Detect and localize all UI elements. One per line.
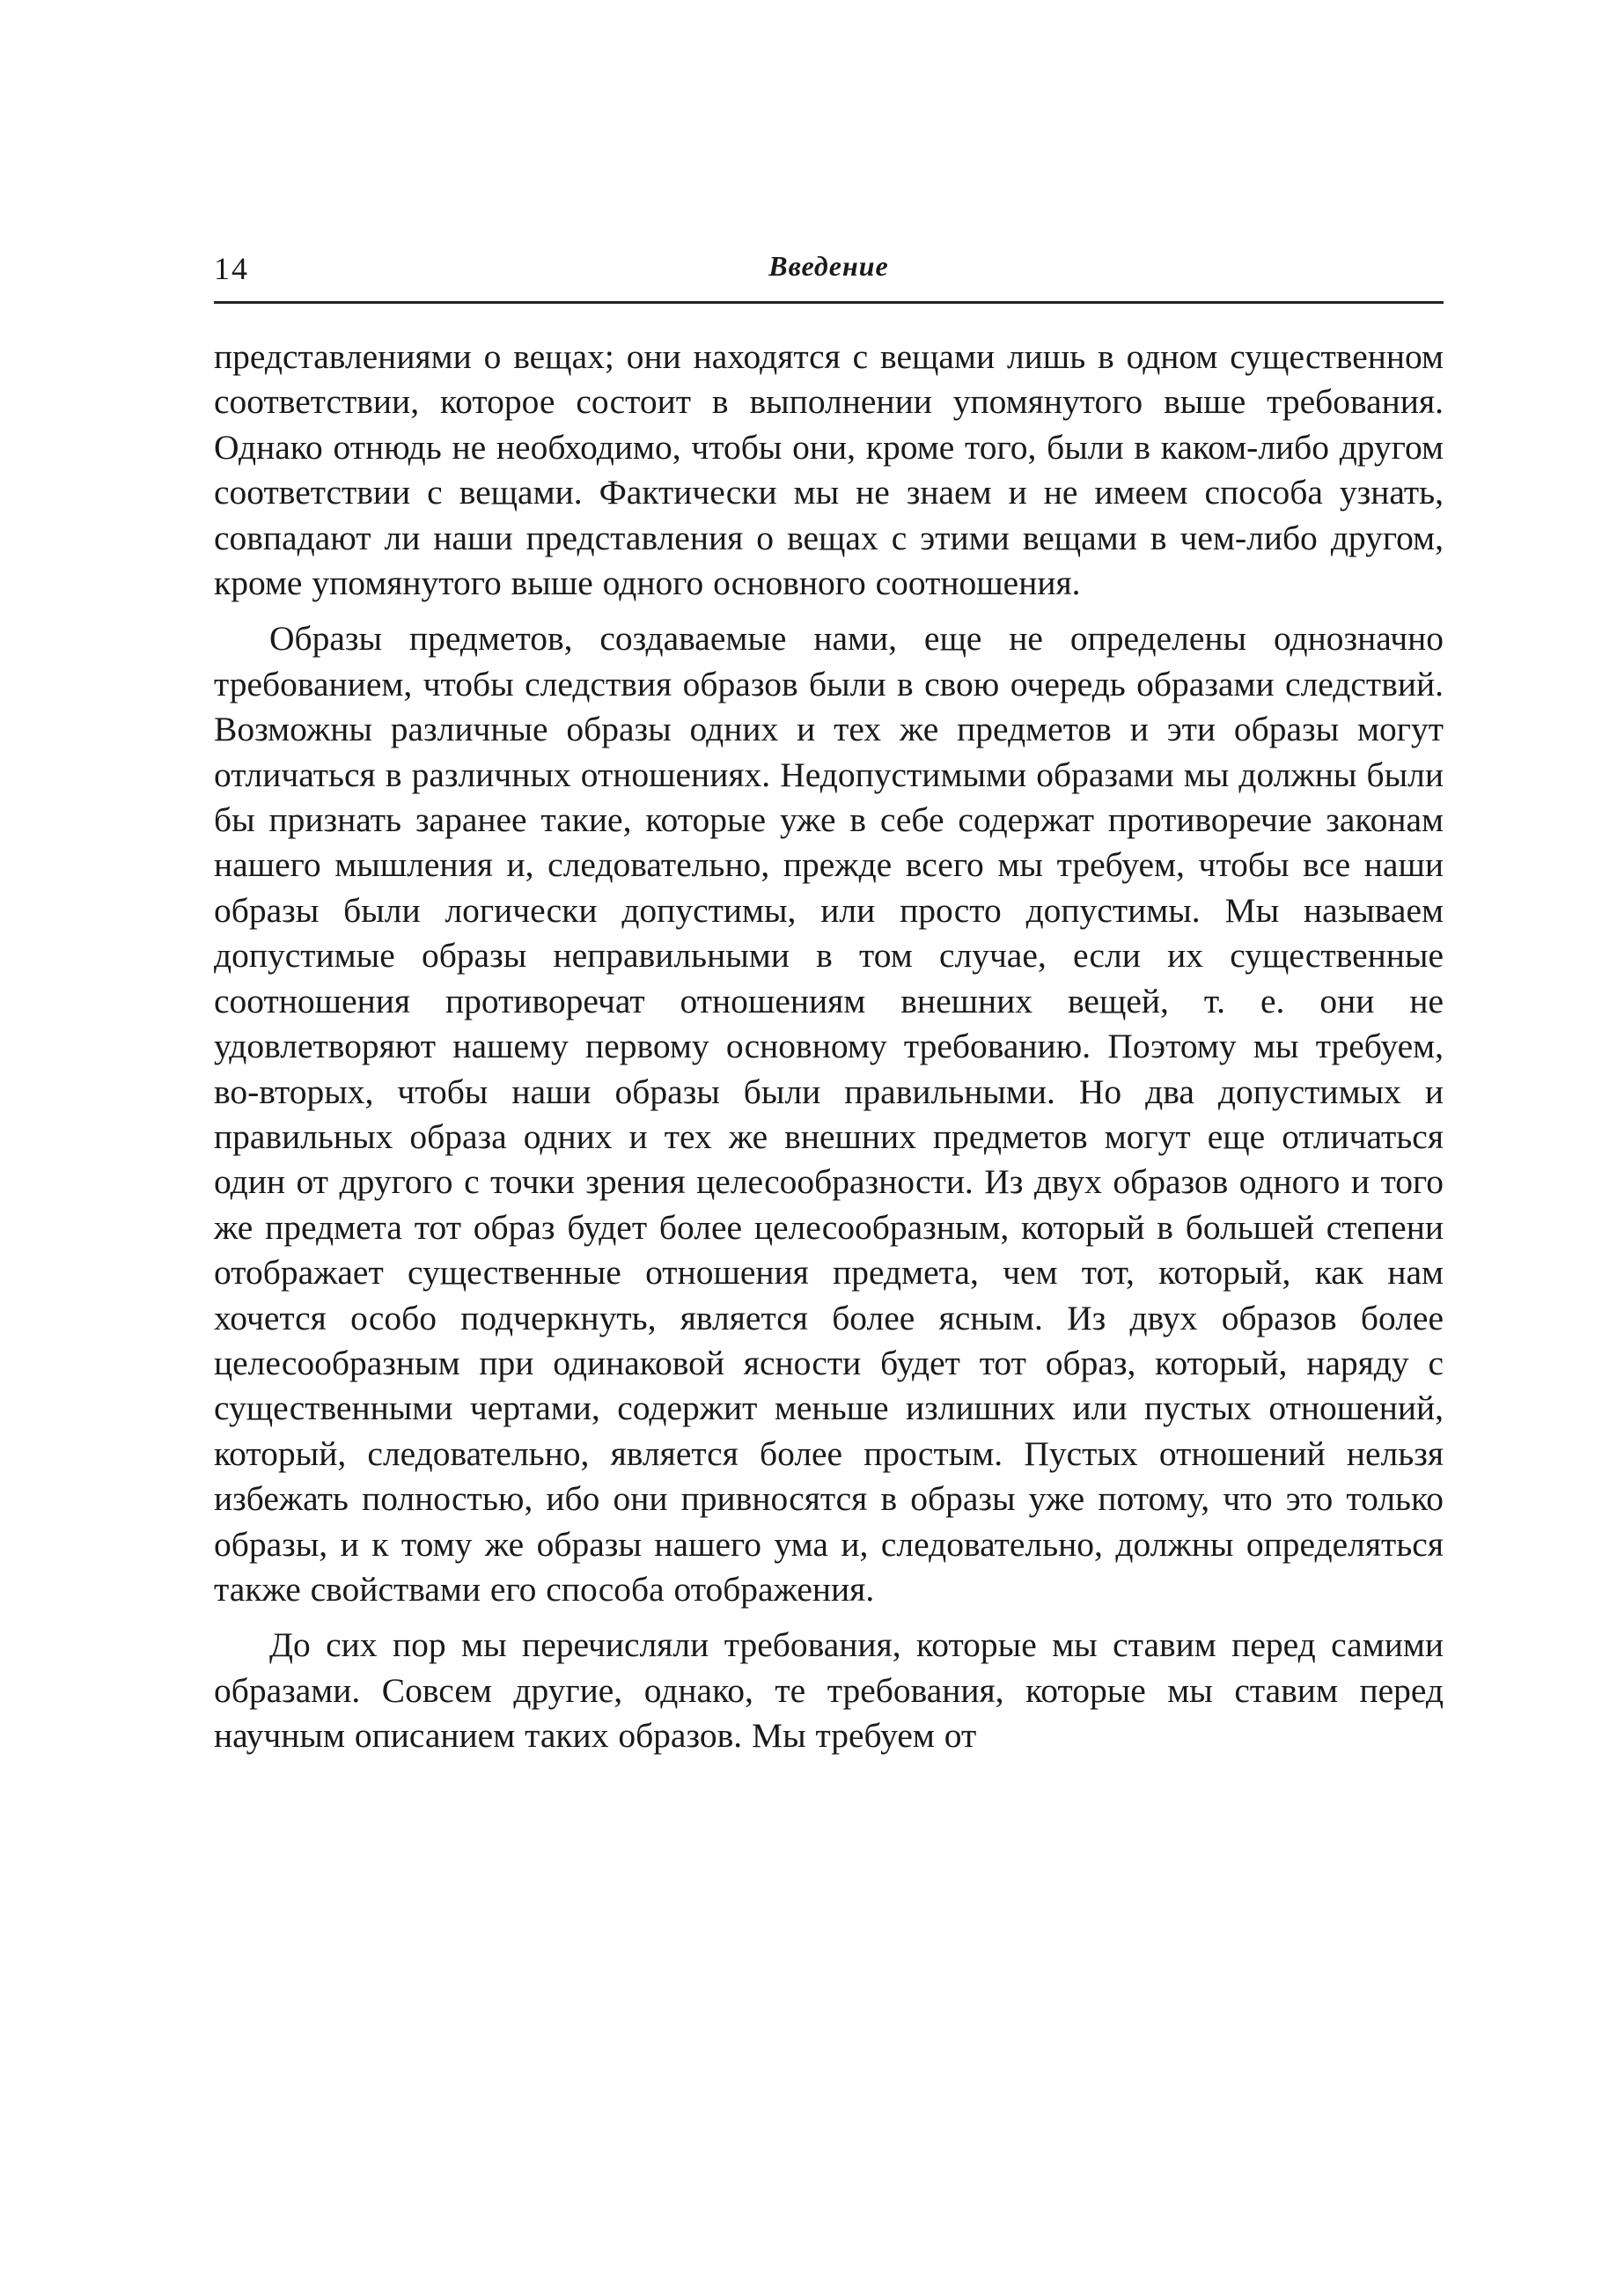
paragraph: До сих пор мы перечисляли требования, которые мы ставим перед самими образами. Совсем другие, однако, те требования, которые мы ставим перед научным описанием таких образов. Мы требуем от (214, 1625, 1444, 1756)
running-head (214, 245, 1444, 296)
page-number: 14 (214, 251, 249, 286)
paragraph-continued: представлениями о вещах; они находятся с вещами лишь в одном существенном соответствии, которое состоит в выполнении упомянутого выше требования. Однако отнюдь не необходимо, чтобы они, кроме того, были в каком-либо другом соответствии с вещами. Фактически мы не знаем и не имеем способа узнать, совпадают ли наши представления о вещах с этими вещами в чем-либо другом, кроме упомянутого выше одного основного соотношения. (214, 337, 1444, 603)
body-text (214, 335, 1444, 1759)
chapter-title: Введение (768, 250, 889, 282)
paragraph: Образы предметов, создаваемые нами, еще не определены однозначно требованием, чтобы следствия образов были в свою очередь образами следствий. Возможны различные образы одних и тех же предметов и эти образы могут отличаться в различных отношениях. Недопустимыми образами мы должны были бы признать заранее такие, которые уже в себе содержат противоречие законам нашего мышления и, следовательно, прежде всего мы требуем, чтобы все наши образы были логически допустимы, или просто допустимы. Мы называем допустимые образы неправильными в том случае, если их существенные соотношения противоречат отношениям внешних вещей, т. е. они не удовлетворяют нашему первому основному требованию. Поэтому мы требуем, во-вторых, чтобы наши образы были правильными. Но два допустимых и правильных образа одних и тех же внешних предметов могут еще отличаться один от другого с точки зрения целесообразности. Из двух образов одного и того же предмета тот образ будет более целесообразным, который в большей степени отображает существенные отношения предмета, чем тот, который, как нам хочется особо подчеркнуть, является более ясным. Из двух образов более целесообразным при одинаковой ясности будет тот образ, который, наряду с существенными чертами, содержит меньше излишних или пустых отношений, который, следовательно, является более простым. Пустых отношений нельзя избежать полностью, ибо они привносятся в образы уже потому, что это только образы, и к тому же образы нашего ума и, следовательно, должны определяться также свойствами его способа отображения. (214, 619, 1444, 1609)
header-rule (214, 301, 1444, 304)
